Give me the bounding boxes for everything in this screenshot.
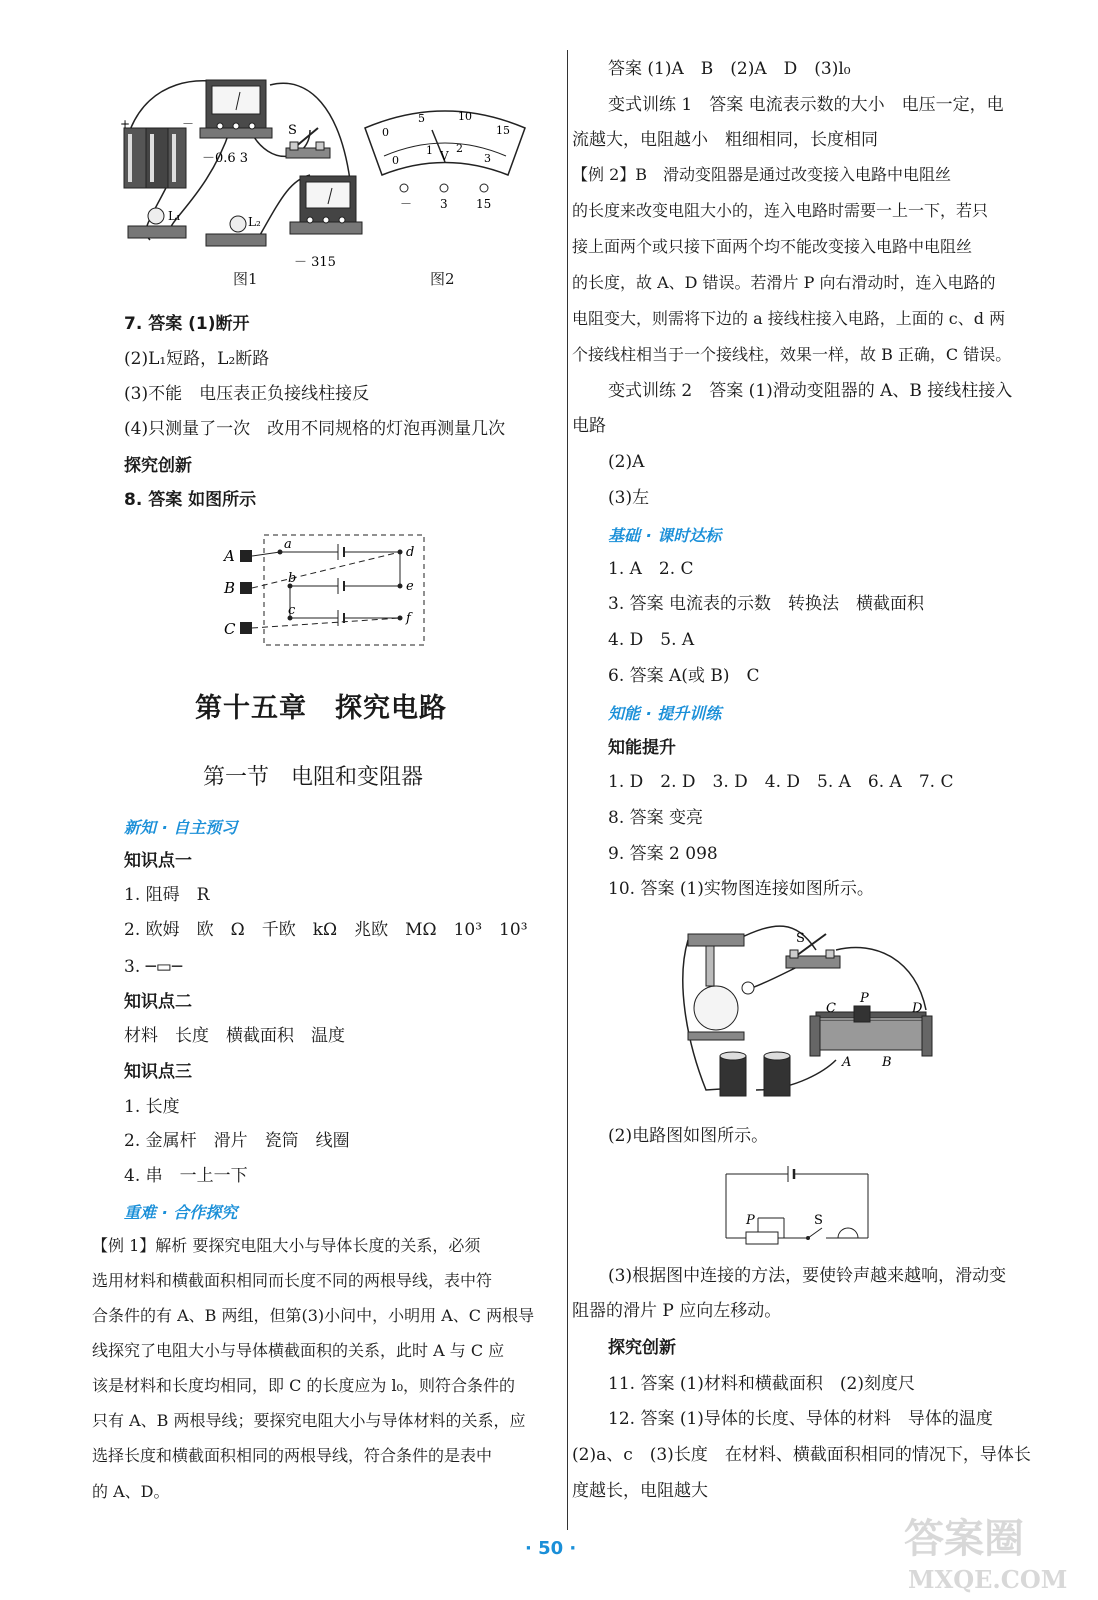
ability-answer: 1. D 2. D 3. D 4. D 5. A 6. A 7. C (608, 772, 954, 792)
kp2-line: 材料 长度 横截面积 温度 (124, 1026, 345, 1046)
q10-schematic (718, 1160, 878, 1250)
node-label: e (406, 579, 414, 594)
switch-label: S (796, 931, 805, 946)
kp2-title: 知识点二 (124, 992, 192, 1012)
node-label: a (284, 537, 292, 552)
switch (786, 934, 840, 968)
q7-answer-line: (2)L₁短路，L₂断路 (124, 349, 270, 369)
section-title: 第一节 电阻和变阻器 (203, 765, 424, 790)
terminal-label: A (224, 547, 235, 565)
q10-physical-circuit (676, 920, 946, 1105)
section-heading-ability: 知能 · 提升训练 (608, 704, 722, 723)
lamp-l1-label: L₁ (168, 209, 181, 223)
figure-1-caption: 图1 (233, 270, 258, 288)
example2-line: 个接线柱相当于一个接线柱，效果一样，故 B 正确，C 错误。 (572, 345, 1012, 364)
answer-line: 流越大，电阻越小 粗细相同，长度相同 (572, 130, 878, 150)
q12-answer: 度越长，电阻越大 (572, 1481, 708, 1501)
battery-minus-label: － (182, 117, 195, 131)
column-divider (567, 50, 568, 1530)
example1-line: 的 A、D。 (92, 1482, 170, 1501)
figure-2-voltmeter-dial (360, 100, 530, 220)
q10-part2: (2)电路图如图所示。 (608, 1126, 769, 1146)
node-label: d (406, 545, 415, 560)
page-number: · 50 · (525, 1538, 577, 1559)
kp3-line: 2. 金属杆 滑片 瓷筒 线圈 (124, 1131, 350, 1151)
example1-line: 合条件的有 A、B 两组，但第(3)小问中，小明用 A、C 两根导 (92, 1306, 535, 1325)
variant-training-1: 变式训练 1 答案 电流表示数的大小 电压一定，电 (608, 95, 1004, 115)
battery-pack (124, 128, 186, 188)
dial-top-tick: 10 (458, 110, 472, 123)
answer-line: (2)A (608, 452, 645, 472)
kp1-line: 2. 欧姆 欧 Ω 千欧 kΩ 兆欧 MΩ 10³ 10³ (124, 920, 528, 940)
example2-line: 的长度来改变电阻大小的，连入电路时需要一上一下，若只 (572, 201, 989, 220)
kp1-line: 1. 阻碍 R (124, 885, 210, 905)
rheostat-label: D (912, 1001, 923, 1016)
example2-line: 【例 2】B 滑动变阻器是通过改变接入电路中电阻丝 (572, 165, 952, 184)
example1-line: 只有 A、B 两根导线；要探究电阻大小与导体材料的关系，应 (92, 1411, 526, 1430)
svg-text:答案圈: 答案圈 (904, 1515, 1024, 1562)
basic-answer: 6. 答案 A(或 B) C (608, 666, 760, 686)
figure-2-caption: 图2 (430, 270, 455, 288)
svg-text:MXQE.COM: MXQE.COM (908, 1565, 1068, 1594)
basic-answer: 4. D 5. A (608, 630, 695, 650)
q12-answer: (2)a、c (3)长度 在材料、横截面积相同的情况下，导体长 (572, 1445, 1031, 1465)
kp1-line: 3. ─▭─ (124, 957, 183, 977)
basic-answer: 3. 答案 电流表的示数 转换法 横截面积 (608, 594, 925, 614)
battery-plus-label: + (120, 117, 131, 131)
dial-top-tick: 0 (382, 126, 389, 139)
section-heading-new: 新知 · 自主预习 (124, 818, 238, 837)
node-label: c (288, 603, 296, 618)
dial-unit: V (440, 149, 449, 163)
batteries (720, 1052, 790, 1096)
answer-line: (3)左 (608, 488, 650, 508)
kp3-title: 知识点三 (124, 1062, 192, 1082)
terminal-label: B (224, 579, 236, 597)
ammeter-scale-label: －0.6 3 (202, 151, 249, 166)
explore-heading: 探究创新 (124, 456, 192, 476)
dial-bottom-tick: 2 (456, 142, 463, 155)
kp3-line: 1. 长度 (124, 1097, 180, 1117)
electric-bell (688, 934, 754, 1040)
q7-answer-line: (3)不能 电压表正负接线柱接反 (124, 384, 370, 404)
q12-answer: 12. 答案 (1)导体的长度、导体的材料 导体的温度 (608, 1409, 993, 1429)
slider-label: P (746, 1213, 755, 1228)
dial-terminal: － (400, 197, 413, 211)
voltmeter-scale-label: － 315 (294, 255, 336, 270)
q7-answer-line: (4)只测量了一次 改用不同规格的灯泡再测量几次 (124, 419, 506, 439)
example1-line: 【例 1】解析 要探究电阻大小与导体长度的关系，必须 (92, 1236, 481, 1255)
watermark-logo (900, 1500, 1090, 1595)
variant-training-2: 变式训练 2 答案 (1)滑动变阻器的 A、B 接线柱接入 (608, 381, 1013, 401)
ability-answer: 10. 答案 (1)实物图连接如图所示。 (608, 879, 874, 899)
q7-answer-line: 7. 答案 (1)断开 (124, 314, 250, 334)
example1-line: 选用材料和横截面积相同而长度不同的两根导线，表中符 (92, 1271, 493, 1290)
q10-part3: 阻器的滑片 P 应向左移动。 (572, 1301, 782, 1321)
explore-heading: 探究创新 (608, 1338, 676, 1358)
rheostat-label: A (842, 1055, 852, 1070)
ability-title: 知能提升 (608, 738, 676, 758)
example2-line: 接上面两个或只接下面两个均不能改变接入电路中电阻丝 (572, 237, 973, 256)
dial-terminal: 15 (476, 197, 492, 211)
section-heading-basic: 基础 · 课时达标 (608, 526, 722, 545)
dial-top-tick: 15 (496, 124, 510, 137)
dial-bottom-tick: 3 (484, 152, 491, 165)
node-label: b (288, 571, 297, 586)
switch-label: S (814, 1213, 823, 1228)
q8-answer: 8. 答案 如图所示 (124, 490, 257, 510)
rheostat-label: P (860, 991, 869, 1006)
example2-line: 的长度，故 A、D 错误。若滑片 P 向右滑动时，连入电路的 (572, 273, 996, 292)
example2-line: 电阻变大，则需将下边的 a 接线柱接入电路，上面的 c、d 两 (572, 309, 1006, 328)
node-label: f (406, 611, 411, 626)
example1-line: 该是材料和长度均相同，即 C 的长度应为 l₀，则符合条件的 (92, 1376, 516, 1395)
dial-top-tick: 5 (418, 112, 425, 125)
example1-line: 选择长度和横截面积相同的两根导线，符合条件的是表中 (92, 1446, 493, 1465)
q11-answer: 11. 答案 (1)材料和横截面积 (2)刻度尺 (608, 1374, 916, 1394)
ammeter (200, 80, 272, 138)
q10-part3: (3)根据图中连接的方法，要使铃声越来越响，滑动变 (608, 1266, 1007, 1286)
voltmeter (290, 176, 362, 234)
answer-line: 答案 (1)A B (2)A D (3)l₀ (608, 59, 851, 79)
rheostat-label: B (882, 1055, 892, 1070)
q8-circuit-diagram (218, 530, 433, 650)
terminal-label: C (224, 620, 236, 638)
figure-1-circuit (110, 70, 370, 270)
chapter-title: 第十五章 探究电路 (195, 693, 447, 724)
kp3-line: 4. 串 一上一下 (124, 1166, 248, 1186)
lamp-l2-label: L₂ (248, 215, 261, 229)
basic-answer: 1. A 2. C (608, 559, 694, 579)
dial-terminal: 3 (440, 197, 448, 211)
dial-bottom-tick: 0 (392, 154, 399, 167)
ability-answer: 9. 答案 2 098 (608, 844, 718, 864)
answer-line: 电路 (572, 416, 606, 436)
ability-answer: 8. 答案 变亮 (608, 808, 704, 828)
rheostat-label: C (826, 1001, 836, 1016)
kp1-title: 知识点一 (124, 851, 192, 871)
section-heading-key: 重难 · 合作探究 (124, 1203, 238, 1222)
example1-line: 线探究了电阻大小与导体横截面积的关系，此时 A 与 C 应 (92, 1341, 505, 1360)
switch-label: S (288, 123, 297, 138)
dial-bottom-tick: 1 (426, 144, 433, 157)
